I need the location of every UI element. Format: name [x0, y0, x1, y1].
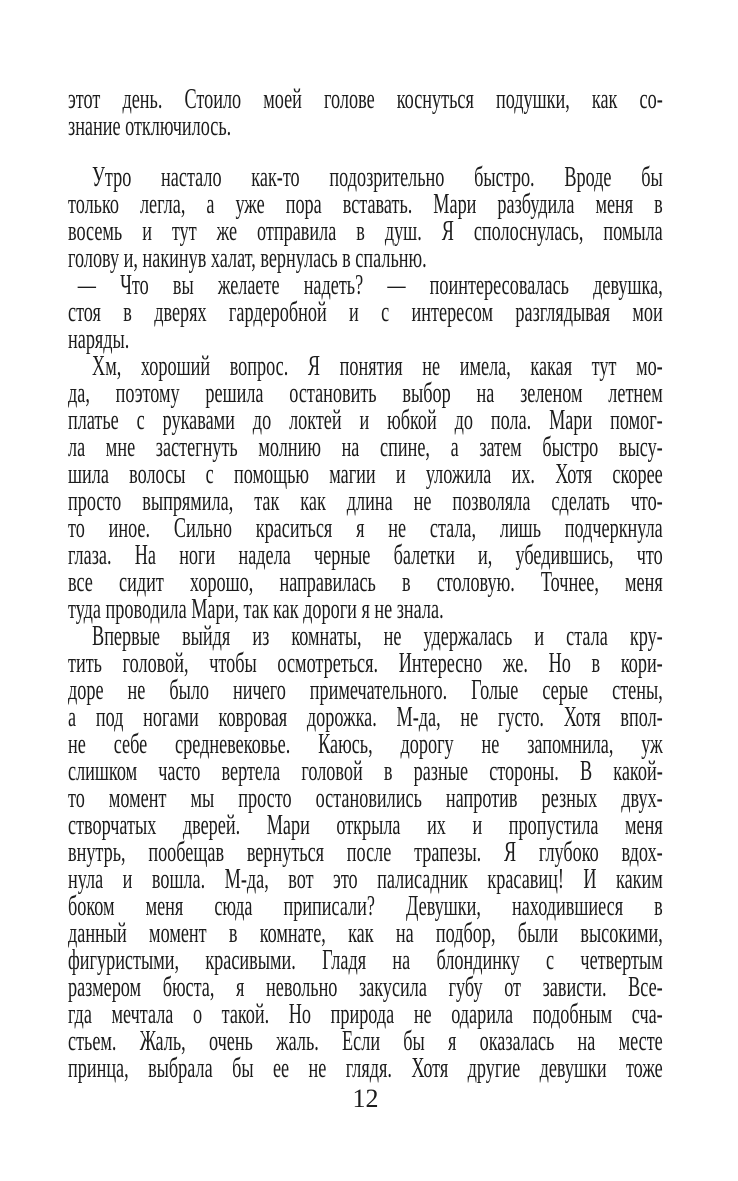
text-line: створчатых дверей. Мари открыла их и пропустила меня — [68, 810, 663, 841]
text-line: просто выпрямила, так как длина не позволяла сделать что- — [68, 486, 663, 517]
text-line: боком меня сюда приписали? Девушки, находившиеся в — [68, 891, 663, 922]
text-line: доре не было ничего примечательного. Голые серые стены, — [68, 675, 663, 706]
text-line: то иное. Сильно краситься я не стала, лишь подчеркнула — [68, 513, 663, 544]
text-line: этот день. Стоило моей голове коснуться подушки, как со- — [68, 84, 663, 115]
text-line: то момент мы просто остановились напротив резных двух- — [68, 783, 663, 814]
text-line: данный момент в комнате, как на подбор, были высокими, — [68, 918, 663, 949]
text-line: глаза. На ноги надела черные балетки и, убедившись, что — [68, 540, 663, 571]
paragraph — [68, 353, 663, 623]
text-line: голову и, накинув халат, вернулась в спальню. — [68, 243, 427, 274]
text-line: слишком часто вертела головой в разные стороны. В какой- — [68, 756, 663, 787]
text-line: Впервые выйдя из комнаты, не удержалась и стала кру- — [92, 621, 663, 652]
page-number: 12 — [352, 1084, 379, 1113]
text-line: стьем. Жаль, очень жаль. Если бы я оказалась на месте — [68, 1026, 663, 1057]
text-line: только легла, а уже пора вставать. Мари разбудила меня в — [68, 189, 663, 220]
text-line: ла мне застегнуть молнию на спине, а затем быстро высу- — [68, 432, 663, 463]
text-line: знание отключилось. — [68, 111, 232, 142]
text-line: фигуристыми, красивыми. Гладя на блондинку с четвертым — [68, 945, 663, 976]
text-line: наряды. — [68, 324, 130, 355]
text-line: восемь и тут же отправила в душ. Я сполоснулась, помыла — [68, 216, 663, 247]
text-line: а под ногами ковровая дорожка. М-да, не густо. Хотя впол- — [68, 702, 663, 733]
text-line: тить головой, чтобы осмотреться. Интересно же. Но в кори- — [68, 648, 663, 679]
text-line: — Что вы желаете надеть? — поинтересовалась девушка, — [77, 270, 663, 301]
text-line: принца, выбрала бы ее не глядя. Хотя другие девушки тоже — [68, 1053, 663, 1084]
text-line: туда проводила Мари, так как дороги я не знала. — [68, 594, 444, 625]
text-line: нула и вошла. М-да, вот это палисадник красавиц! И каким — [68, 864, 663, 895]
paragraph — [68, 86, 663, 140]
text-line: внутрь, пообещав вернуться после трапезы. Я глубоко вдох- — [68, 837, 663, 868]
text-line: Хм, хороший вопрос. Я понятия не имела, какая тут мо- — [92, 351, 663, 382]
text-line: да, поэтому решила остановить выбор на зеленом летнем — [68, 378, 663, 409]
text-line: не себе средневековье. Каюсь, дорогу не запомнила, уж — [68, 729, 663, 760]
paragraph — [68, 623, 663, 1082]
text-line: платье с рукавами до локтей и юбкой до пола. Мари помог- — [68, 405, 663, 436]
page-text-column — [68, 86, 663, 1082]
paragraph — [68, 272, 663, 353]
text-line: шила волосы с помощью магии и уложила их. Хотя скорее — [68, 459, 663, 490]
text-line: гда мечтала о такой. Но природа не одарила подобным сча- — [68, 999, 663, 1030]
text-line: стоя в дверях гардеробной и с интересом разглядывая мои — [68, 297, 663, 328]
text-line: размером бюста, я невольно закусила губу от зависти. Все- — [68, 972, 663, 1003]
text-line: Утро настало как-то подозрительно быстро. Вроде бы — [92, 162, 663, 193]
text-line: все сидит хорошо, направилась в столовую. Точнее, меня — [68, 567, 663, 598]
paragraph — [68, 164, 663, 272]
